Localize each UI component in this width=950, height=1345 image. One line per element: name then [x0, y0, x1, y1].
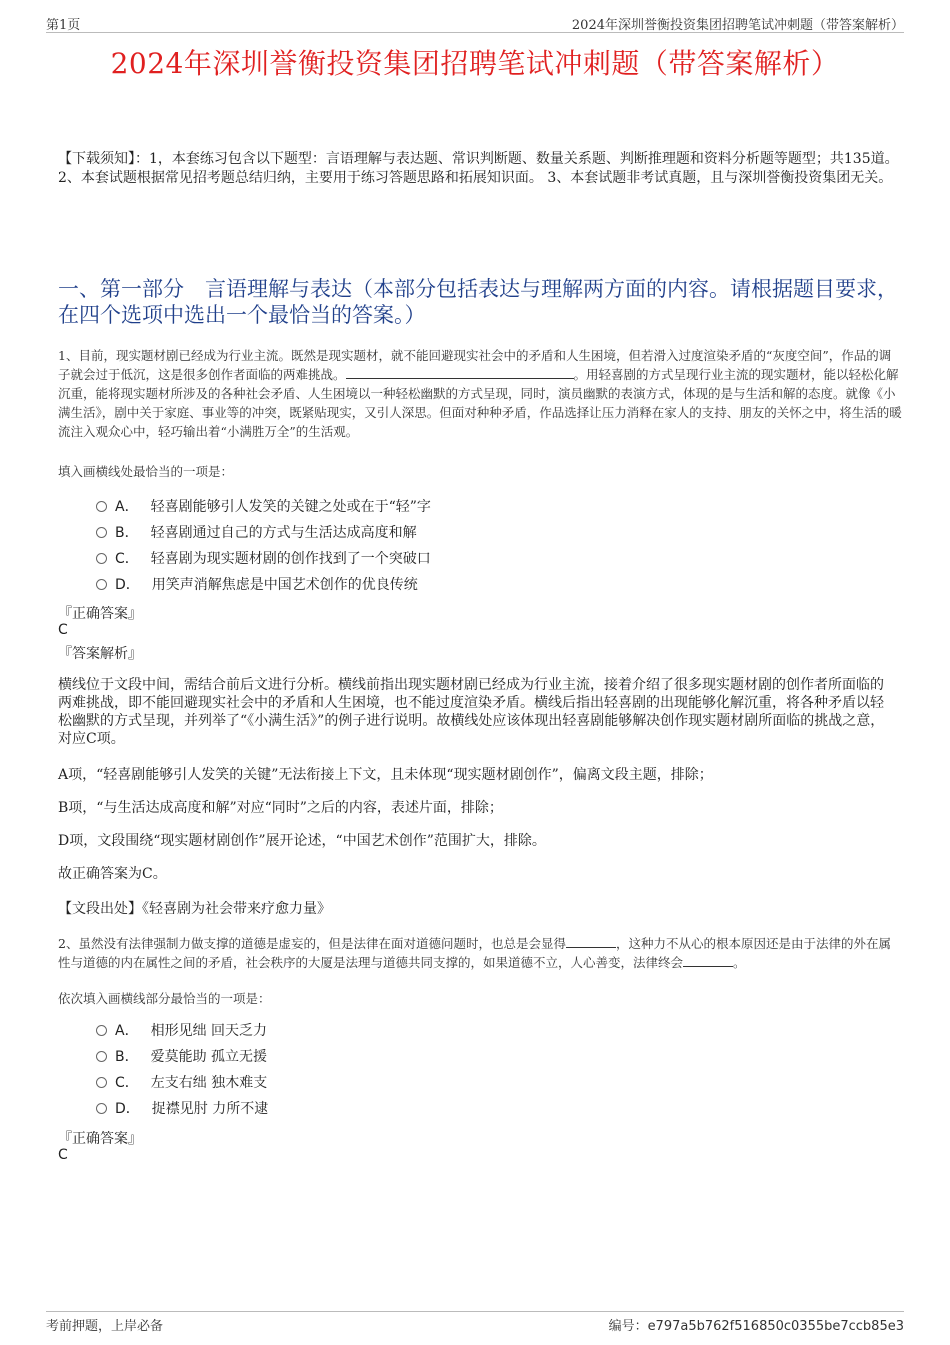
- footer-serial: 编号：e797a5b762f516850c0355be7ccb85e3: [608, 1319, 904, 1334]
- header-doc-title: 2024年深圳誉衡投资集团招聘笔试冲刺题（带答案解析）: [571, 18, 904, 33]
- radio-icon[interactable]: [96, 501, 107, 512]
- radio-icon[interactable]: [96, 1103, 107, 1114]
- q2-answer: C: [58, 1147, 68, 1163]
- fill-blank: [346, 365, 574, 379]
- q2-option-b[interactable]: B． 爱莫能助 孤立无援: [96, 1047, 267, 1067]
- footer-slogan: 考前押题，上岸必备: [46, 1319, 164, 1334]
- q1-conclusion: 故正确答案为C。: [58, 866, 167, 882]
- fill-blank: [566, 934, 616, 948]
- q1-analysis-a: A项，“轻喜剧能够引人发笑的关键”无法衔接上下文，且未体现“现实题材剧创作”，偏离文段主题，排除；: [58, 767, 713, 783]
- q1-option-a[interactable]: A． 轻喜剧能够引人发笑的关键之处或在于“轻”字: [96, 497, 431, 517]
- download-notice: 【下载须知】：1，本套练习包含以下题型：言语理解与表达题、常识判断题、数量关系题、判断推理题和资料分析题等题型；共135道。 2、本套试题根据常见招考题总结归纳，主要用于练习答题思路和拓展知识面。 3、本套试题非考试真题，且与深圳誉衡投资集团无关。: [58, 151, 899, 186]
- q2-option-c[interactable]: C． 左支右绌 独木难支: [96, 1073, 267, 1093]
- question-2-text: 2、虽然没有法律强制力做支撑的道德是虚妄的，但是法律在面对道德问题时，也总是会显得 ，这种力不从心的根本原因还是由于法律的外在属性与道德的内在属性之间的矛盾，社会秩序的大厦是法理与道德共同支撑的，如果道德不立，人心善变，法律终会 。: [58, 936, 891, 970]
- question-2-prompt: 依次填入画横线部分最恰当的一项是：: [58, 991, 271, 1006]
- radio-icon[interactable]: [96, 553, 107, 564]
- radio-icon[interactable]: [96, 1077, 107, 1088]
- q1-source: 【文段出处】《轻喜剧为社会带来疗愈力量》: [58, 901, 331, 917]
- question-1-text: 1、目前，现实题材剧已经成为行业主流。既然是现实题材，就不能回避现实社会中的矛盾和人生困境，但若滑入过度渲染矛盾的“灰度空间”，作品的调子就会过于低沉，这是很多创作者面临的两难挑战。 。用轻喜剧的方式呈现行业主流的现实题材，能以轻松化解沉重，能将现实题材所涉及的各种社会矛盾、人生困境以一种轻松幽默的方式呈现，同时，演员幽默的表演方式，体现的是与生活和解的态度。就像《小满生活》，剧中关于家庭、事业等的冲突，既紧贴现实，又引人深思。但面对种种矛盾，作品选择让压力消释在家人的支持、朋友的关怀之中，将生活的暖流注入观众心中，轻巧输出着“小满胜万全”的生活观。: [58, 348, 902, 439]
- radio-icon[interactable]: [96, 527, 107, 538]
- q1-option-b[interactable]: B． 轻喜剧通过自己的方式与生活达成高度和解: [96, 523, 417, 543]
- q1-answer-label: 『正确答案』: [58, 606, 142, 622]
- radio-icon[interactable]: [96, 1051, 107, 1062]
- section-heading: 一、第一部分 言语理解与表达（本部分包括表达与理解两方面的内容。请根据题目要求，在四个选项中选出一个最恰当的答案。）: [58, 277, 898, 327]
- question-1-prompt: 填入画横线处最恰当的一项是：: [58, 464, 234, 479]
- document-title: 2024年深圳誉衡投资集团招聘笔试冲刺题（带答案解析）: [110, 47, 840, 80]
- q1-option-c[interactable]: C． 轻喜剧为现实题材剧的创作找到了一个突破口: [96, 549, 431, 569]
- q1-option-d[interactable]: D． 用笑声消解焦虑是中国艺术创作的优良传统: [96, 575, 418, 595]
- page-footer: [46, 1311, 904, 1332]
- radio-icon[interactable]: [96, 1025, 107, 1036]
- q2-option-a[interactable]: A． 相形见绌 回天乏力: [96, 1021, 267, 1041]
- radio-icon[interactable]: [96, 579, 107, 590]
- q1-analysis: 横线位于文段中间，需结合前后文进行分析。横线前指出现实题材剧已经成为行业主流，接着介绍了很多现实题材剧的创作者所面临的两难挑战，即不能回避现实社会中的矛盾和人生困境，也不能过度渲染矛盾。横线后指出轻喜剧的出现能够化解沉重，将各种矛盾以轻松幽默的方式呈现，并列举了“《小满生活》”的例子进行说明。故横线处应该体现出轻喜剧能够解决创作现实题材剧所面临的挑战之意，对应C项。: [58, 677, 885, 747]
- q1-answer: C: [58, 622, 68, 638]
- q1-analysis-b: B项，“与生活达成高度和解”对应“同时”之后的内容，表述片面，排除；: [58, 800, 503, 816]
- q2-answer-label: 『正确答案』: [58, 1131, 142, 1147]
- page-header: [46, 14, 904, 33]
- q1-analysis-label: 『答案解析』: [58, 646, 142, 662]
- fill-blank: [683, 953, 733, 967]
- q2-option-d[interactable]: D． 捉襟见肘 力所不逮: [96, 1099, 268, 1119]
- q1-analysis-d: D项，文段围绕“现实题材剧创作”展开论述，“中国艺术创作”范围扩大，排除。: [58, 833, 546, 849]
- page-number: 第1页: [46, 18, 81, 33]
